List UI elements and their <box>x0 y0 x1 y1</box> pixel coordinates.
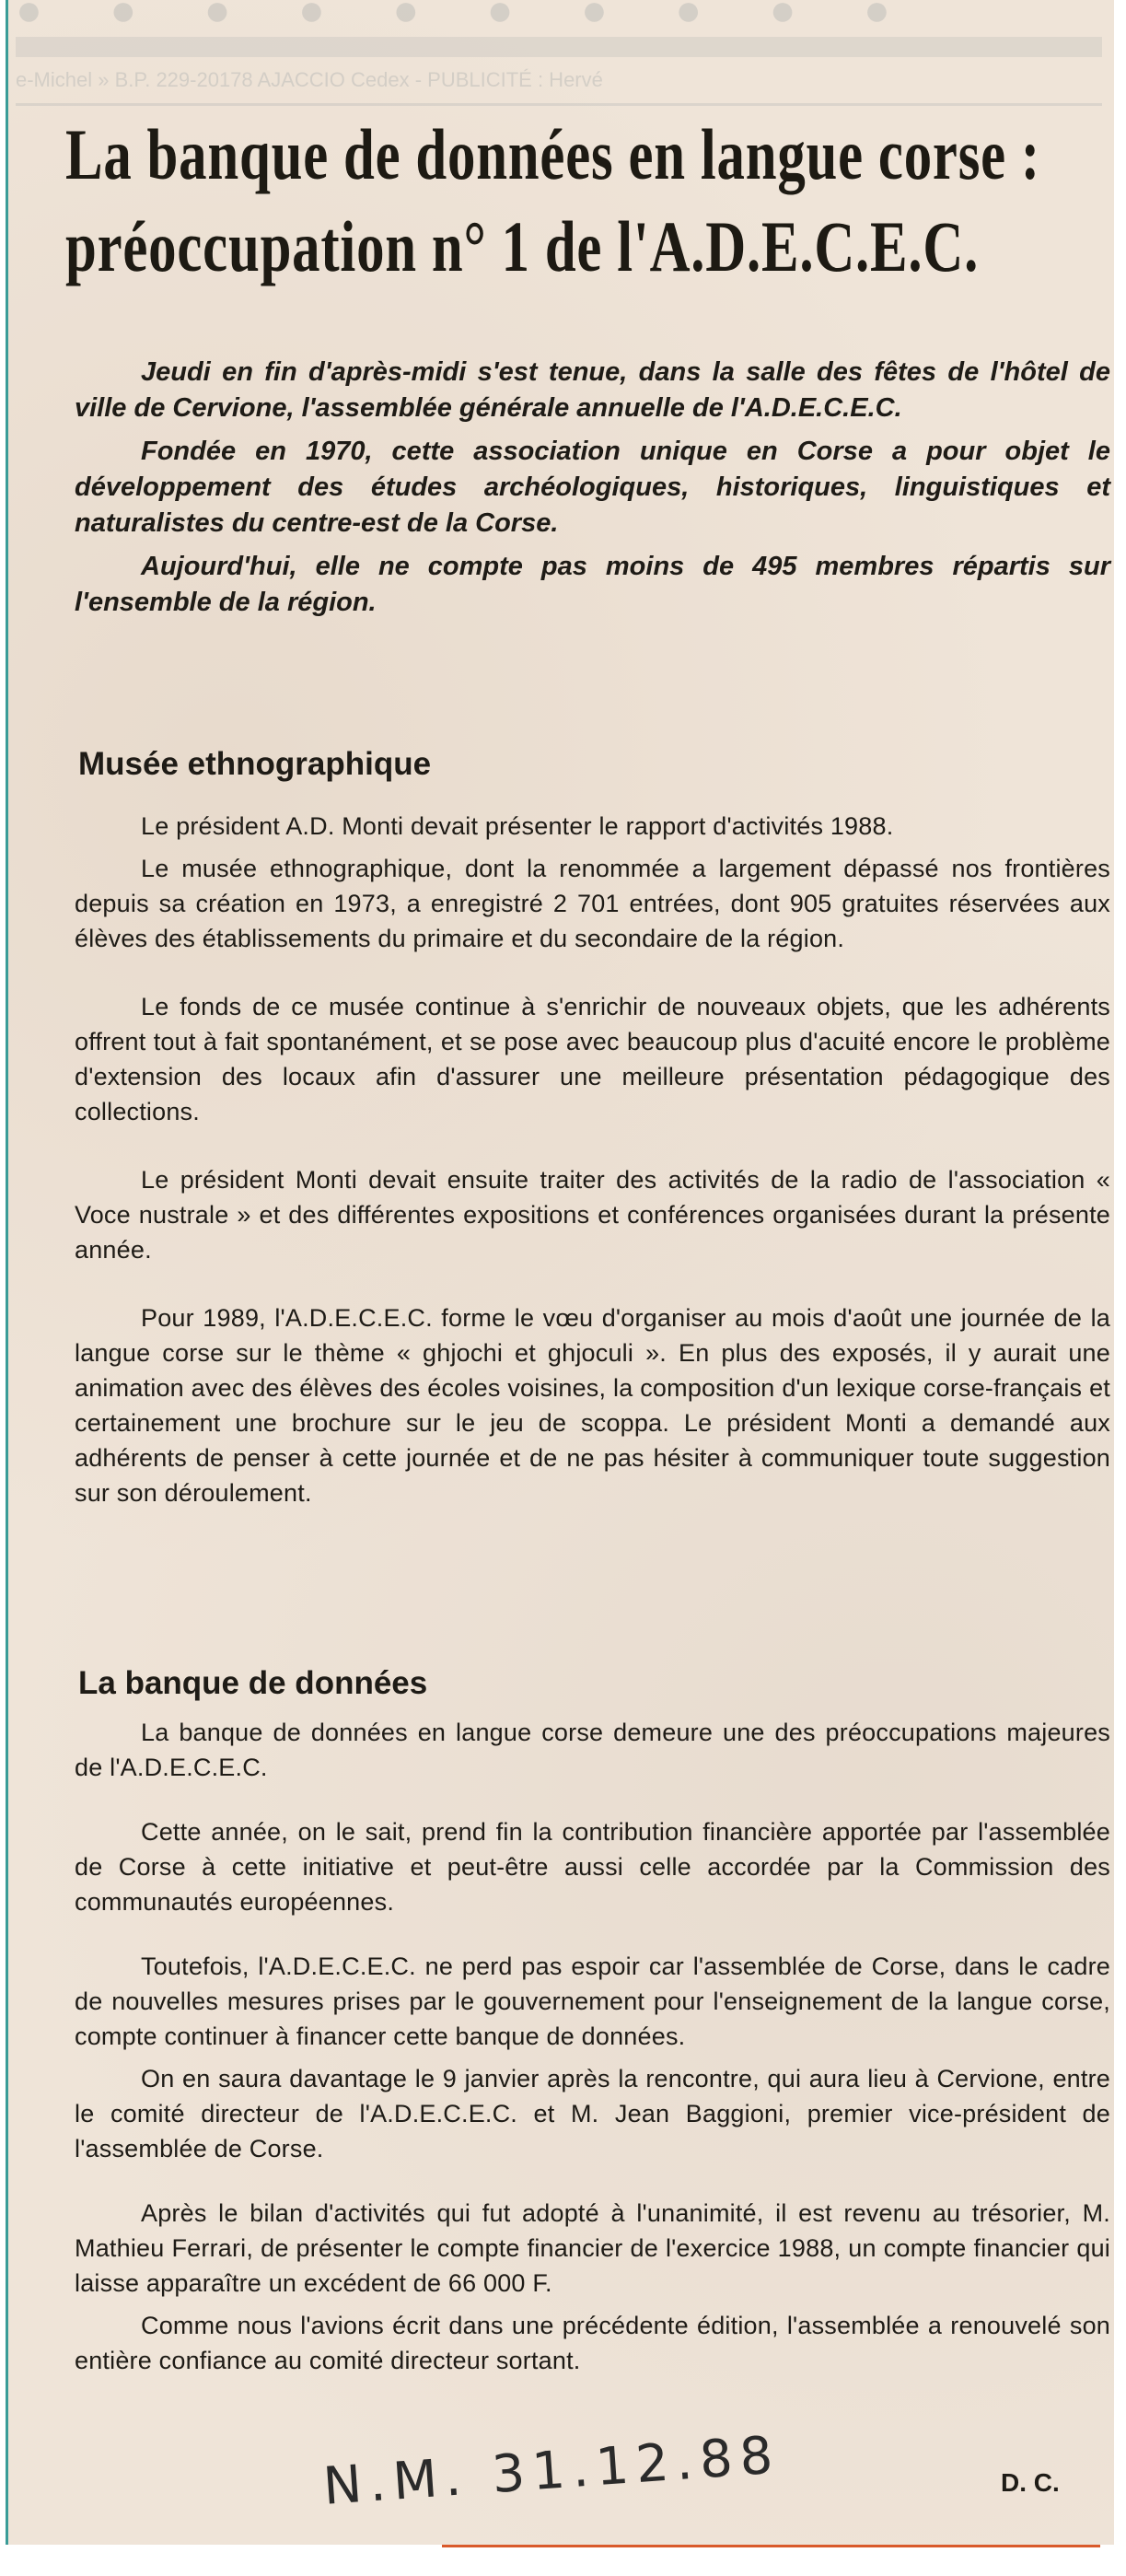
section-heading-musee: Musée ethnographique <box>78 746 432 782</box>
body-paragraph: Toutefois, l'A.D.E.C.E.C. ne perd pas espoir car l'assemblée de Corse, dans le cadre de nouvelles mesures prises par le gouvernement pour l'enseignement de la langue corse, compte continuer à financer cette banque de données. <box>75 1952 1110 2050</box>
show-through-masthead: ● ● ● ● ● ● ● ● ● ● <box>16 0 918 35</box>
show-through-rule-thin <box>16 103 1102 106</box>
section-body-banque <box>75 1715 1110 2385</box>
body-paragraph: Le fonds de ce musée continue à s'enrichir de nouveaux objets, que les adhérents offrent tout à fait spontanément, et se pose avec beaucoup plus d'acuité encore le problème d'extension des locaux afin d'assurer une meilleure présentation pédagogique des collections. <box>75 993 1110 1125</box>
author-initials: D. C. <box>1001 2468 1060 2497</box>
body-paragraph: On en saura davantage le 9 janvier après la rencontre, qui aura lieu à Cervione, entre le comité directeur de l'A.D.E.C.E.C. et M. Jean Baggioni, premier vice-président de l'assemblée de Corse. <box>75 2065 1110 2162</box>
body-paragraph: Le président Monti devait ensuite traiter des activités de la radio de l'association « Voce nustrale » et des différentes expositions et conférences organisées durant la présente année. <box>75 1166 1110 1264</box>
handwritten-date-annotation: N.M. 31.12.88 <box>321 2425 783 2517</box>
body-paragraph: Cette année, on le sait, prend fin la contribution financière apportée par l'assemblée de Corse à cette initiative et peut-être aussi celle accordée par la Commission des communautés européennes. <box>75 1818 1110 1916</box>
section-body-musee <box>75 809 1110 1518</box>
headline-line-2: préoccupation n° 1 de l'A.D.E.C.E.C. <box>65 206 980 286</box>
body-paragraph: Après le bilan d'activités qui fut adopté à l'unanimité, il est revenu au trésorier, M. Mathieu Ferrari, de présenter le compte financier de l'exercice 1988, un compte financier qui laisse apparaître un excédent de 66 000 F. <box>75 2199 1110 2297</box>
article-lede <box>75 355 1110 628</box>
show-through-rule <box>16 37 1102 57</box>
lede-paragraph: Fondée en 1970, cette association unique en Corse a pour objet le développement des études archéologiques, historiques, linguistiques et naturalistes du centre-est de la Corse. <box>75 437 1110 538</box>
lede-paragraph: Aujourd'hui, elle ne compte pas moins de 495 membres répartis sur l'ensemble de la région. <box>75 552 1110 617</box>
body-paragraph: Comme nous l'avions écrit dans une précédente édition, l'assemblée a renouvelé son entière confiance au comité directeur sortant. <box>75 2312 1110 2374</box>
body-paragraph: Pour 1989, l'A.D.E.C.E.C. forme le vœu d'organiser au mois d'août une journée de la langue corse sur le thème « ghjochi et ghjoculi ». En plus des exposés, il y aurait une animation avec des élèves des écoles voisines, la composition d'un lexique corse-français et certainement une brochure sur le jeu de scoppa. Le président Monti a demandé aux adhérents de penser à cette journée et de ne pas hésiter à communiquer toute suggestion sur son déroulement. <box>75 1304 1110 1507</box>
body-paragraph: Le président A.D. Monti devait présenter le rapport d'activités 1988. <box>141 812 894 840</box>
show-through-address: e-Michel » B.P. 229-20178 AJACCIO Cedex - PUBLICITÉ : Hervé <box>16 68 603 91</box>
lede-paragraph: Jeudi en fin d'après-midi s'est tenue, dans la salle des fêtes de l'hôtel de ville de Cervione, l'assemblée générale annuelle de l'A.D.E.C.E.C. <box>75 357 1110 423</box>
newspaper-clipping <box>6 0 1114 2545</box>
article-headline <box>65 109 1099 293</box>
body-paragraph: Le musée ethnographique, dont la renommée a largement dépassé nos frontières depuis sa création en 1973, a enregistré 2 701 entrées, dont 905 gratuites réservées aux élèves des établissements du primaire et du secondaire de la région. <box>75 855 1110 952</box>
headline-line-1: La banque de données en langue corse : <box>65 114 1040 194</box>
clipping-bottom-edge <box>442 2545 1100 2547</box>
section-heading-banque: La banque de données <box>78 1665 428 1701</box>
body-paragraph: La banque de données en langue corse demeure une des préoccupations majeures de l'A.D.E.C.E.C. <box>75 1719 1110 1781</box>
